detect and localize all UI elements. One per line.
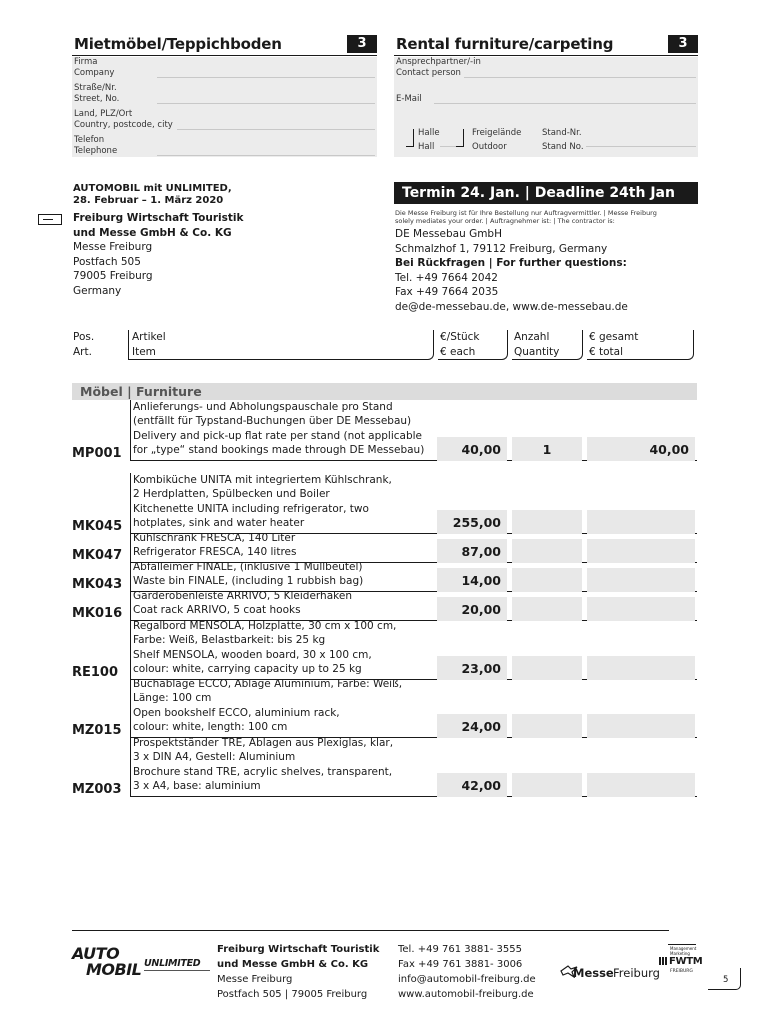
item-description-line: (entfällt für Typstand-Buchungen über DE Messebau) <box>133 415 412 428</box>
item-description-line: Shelf MENSOLA, wooden board, 30 x 100 cm, <box>133 648 372 661</box>
item-description-line: 3 x DIN A4, Gestell: Aluminium <box>133 751 296 764</box>
footer-web-link[interactable]: www.automobil-freiburg.de <box>398 989 534 1000</box>
header-left <box>72 34 377 56</box>
item-description-line: Regalbord MENSOLA, Holzplatte, 30 cm x 100 cm, <box>133 619 397 632</box>
fwtm-city: FREIBURG <box>670 969 693 974</box>
page-number: 5 <box>723 975 729 985</box>
contact-label: Ansprechpartner/-in Contact person <box>396 57 481 78</box>
contact-field[interactable] <box>464 77 696 78</box>
company-label: Firma Company <box>74 57 115 78</box>
quantity-input[interactable] <box>512 597 582 621</box>
item-description <box>130 473 392 534</box>
item-description-line: Delivery and pick-up flat rate per stand (not applicable <box>133 429 423 442</box>
event-title: AUTOMOBIL mit UNLIMITED, <box>73 183 232 194</box>
hall-label: Halle Hall <box>418 128 440 152</box>
item-description-line: 2 Herdplatten, Spülbecken und Boiler <box>133 488 330 501</box>
email-field[interactable] <box>434 103 696 104</box>
item-code: MK043 <box>72 576 123 592</box>
email-label: E-Mail <box>396 94 422 104</box>
hall-checkbox[interactable] <box>406 129 414 147</box>
item-description-line: for „type“ stand bookings made through DE Messebau) <box>133 444 425 457</box>
street-field[interactable] <box>157 103 375 104</box>
item-description-line: Buchablage ECCO, Ablage Aluminium, Farbe: Weiß, <box>133 677 403 690</box>
item-code: MZ003 <box>72 781 122 797</box>
item-code: RE100 <box>72 664 119 680</box>
unit-price: 24,00 <box>437 714 507 738</box>
outdoor-checkbox[interactable] <box>456 129 464 147</box>
item-row-mp001 <box>72 400 697 461</box>
item-row-mk047 <box>72 531 697 563</box>
section-heading: Möbel | Furniture <box>72 383 697 400</box>
footer-contact: Tel. +49 761 3881- 3555 Fax +49 761 3881- 3006 info@automobil-freiburg.de www.automobil-freiburg.de <box>398 944 536 1000</box>
contractor-fax: Fax +49 7664 2035 <box>395 286 499 299</box>
item-description-line: Garderobenleiste ARRIVO, 5 Kleiderhaken <box>133 589 352 602</box>
header-right <box>394 34 698 56</box>
event-block <box>73 183 373 299</box>
footer-organizer: Freiburg Wirtschaft Touristik und Messe GmbH & Co. KG Messe Freiburg Postfach 505 | 79005 Freiburg <box>217 944 380 1000</box>
messe-word: Messe <box>573 966 614 980</box>
col-qty-header: Anzahl Quantity <box>512 330 583 360</box>
logo-mobil-text: MOBIL <box>86 960 142 979</box>
item-description-line: Prospektständer TRE, Ablagen aus Plexiglas, klar, <box>133 736 394 749</box>
section-badge-de: 3 <box>347 35 377 53</box>
contractor-note: Die Messe Freiburg ist für Ihre Bestellung nur Auftragvermittler. | Messe Freiburg solely mediates your order. | Auftragnehmer ist: | The contractor is: <box>395 209 657 225</box>
item-description <box>130 736 393 797</box>
country-label: Land, PLZ/Ort Country, postcode, city <box>74 109 173 130</box>
fwtm-text: FWTM <box>669 956 703 967</box>
item-description-line: Coat rack ARRIVO, 5 coat hooks <box>133 604 301 617</box>
organizer-name-1: Freiburg Wirtschaft Touristik <box>73 212 244 224</box>
item-description-line: 3 x A4, base: aluminium <box>133 780 261 793</box>
deadline-banner: Termin 24. Jan. | Deadline 24th Jan <box>394 182 698 204</box>
item-description-line: colour: white, carrying capacity up to 25 kg <box>133 663 362 676</box>
col-item-header: Artikel Item <box>128 330 434 360</box>
automobil-logo <box>72 944 212 978</box>
contractor-questions: Bei Rückfragen | For further questions: <box>395 257 627 270</box>
item-description <box>130 589 352 621</box>
item-description <box>130 400 424 461</box>
item-code: MK047 <box>72 547 123 563</box>
item-description-line: hotplates, sink and water heater <box>133 517 305 530</box>
messe-freiburg-logo <box>560 962 670 984</box>
item-description-line: Abfalleimer FINALE, (inklusive 1 Müllbeutel) <box>133 560 363 573</box>
page-number-box <box>708 968 741 990</box>
item-row-re100 <box>72 619 697 680</box>
item-description-line: Anlieferungs- und Abholungspauschale pro Stand <box>133 400 393 413</box>
item-row-mk045 <box>72 473 697 534</box>
logo-unlimited-text: UNLIMITED <box>144 958 201 969</box>
street-label: Straße/Nr. Street, No. <box>74 83 120 104</box>
contractor-address: Schmalzhof 1, 79112 Freiburg, Germany <box>395 242 608 255</box>
unit-price: 40,00 <box>437 437 507 461</box>
organizer-address-2: Postfach 505 <box>73 255 141 268</box>
item-description <box>130 677 402 738</box>
telephone-label: Telefon Telephone <box>74 135 118 156</box>
item-code: MK045 <box>72 518 123 534</box>
section-badge-en: 3 <box>668 35 698 53</box>
fwtm-divider <box>668 944 696 945</box>
item-description <box>130 619 396 680</box>
stand-label: Stand-Nr. Stand No. <box>542 128 584 152</box>
unit-price: 42,00 <box>437 773 507 797</box>
logo-unlimited-underline <box>144 970 210 971</box>
footer <box>0 930 770 1024</box>
item-description-line: Kühlschrank FRESCA, 140 Liter <box>133 531 296 544</box>
item-row-mk016 <box>72 589 697 621</box>
item-code: MZ015 <box>72 722 122 738</box>
customer-form-left <box>72 57 377 157</box>
item-description-line: Waste bin FINALE, (including 1 rubbish bag) <box>133 575 364 588</box>
contractor-name: DE Messebau GmbH <box>395 228 502 240</box>
stand-field[interactable] <box>586 146 696 147</box>
page-title-de: Mietmöbel/Teppichboden <box>74 35 282 53</box>
company-field[interactable] <box>157 77 375 78</box>
fwtm-grid-icon <box>659 957 667 965</box>
unit-price: 14,00 <box>437 568 507 592</box>
item-code: MK016 <box>72 605 123 621</box>
col-each-header: €/Stück € each <box>438 330 508 360</box>
item-description-line: colour: white, length: 100 cm <box>133 721 288 734</box>
quantity-input[interactable]: 1 <box>512 437 582 461</box>
outdoor-label: Freigelände Outdoor <box>472 128 522 152</box>
contractor-block <box>395 227 695 315</box>
item-row-mk043 <box>72 560 697 592</box>
item-description-line: Länge: 100 cm <box>133 692 212 705</box>
line-total-field[interactable] <box>587 773 695 797</box>
quantity-input[interactable] <box>512 773 582 797</box>
item-description-line: Brochure stand TRE, acrylic shelves, transparent, <box>133 765 393 778</box>
item-row-mz015 <box>72 677 697 738</box>
country-field[interactable] <box>177 129 375 130</box>
logo-auto-text: AUTO <box>72 944 120 963</box>
item-description-line: Refrigerator FRESCA, 140 litres <box>133 546 297 559</box>
item-code: MP001 <box>72 445 122 461</box>
line-total-field[interactable]: 40,00 <box>587 437 695 461</box>
footer-email-link[interactable]: info@automobil-freiburg.de <box>398 974 536 985</box>
item-description <box>130 560 363 592</box>
fwtm-tagline-1: Management <box>670 946 697 951</box>
organizer-address-3: 79005 Freiburg <box>73 270 153 283</box>
unit-price: 20,00 <box>437 597 507 621</box>
col-total-header: € gesamt € total <box>587 330 694 360</box>
line-total-field[interactable] <box>587 714 695 738</box>
unit-price: 23,00 <box>437 656 507 680</box>
item-description <box>130 531 296 563</box>
fwtm-tagline-2: Marketing <box>670 951 690 956</box>
item-description-line: Farbe: Weiß, Belastbarkeit: bis 25 kg <box>133 634 326 647</box>
page-title-en: Rental furniture/carpeting <box>396 35 614 53</box>
window-fold-mark <box>38 214 62 225</box>
col-pos-header: Pos. Art. <box>73 331 95 358</box>
telephone-field[interactable] <box>157 155 375 156</box>
quantity-input[interactable] <box>512 714 582 738</box>
item-description-line: Kombiküche UNITA mit integriertem Kühlschrank, <box>133 473 392 486</box>
unit-price: 255,00 <box>437 510 507 534</box>
item-description-line: Open bookshelf ECCO, aluminium rack, <box>133 706 340 719</box>
organizer-name-2: und Messe GmbH & Co. KG <box>73 226 232 239</box>
freiburg-word: Freiburg <box>613 966 660 980</box>
organizer-address-1: Messe Freiburg <box>73 241 153 254</box>
line-total-field[interactable] <box>587 597 695 621</box>
footer-divider <box>72 930 669 931</box>
fwtm-logo <box>655 944 703 984</box>
unit-price: 87,00 <box>437 539 507 563</box>
event-dates: 28. Februar – 1. März 2020 <box>73 195 224 206</box>
contractor-web[interactable]: de@de-messebau.de, www.de-messebau.de <box>395 300 628 313</box>
contractor-tel: Tel. +49 7664 2042 <box>395 271 498 284</box>
organizer-address-4: Germany <box>73 284 122 297</box>
customer-form-right <box>394 57 698 157</box>
item-description-line: Kitchenette UNITA including refrigerator, two <box>133 502 369 515</box>
hall-field[interactable] <box>440 146 456 147</box>
item-row-mz003 <box>72 736 697 797</box>
